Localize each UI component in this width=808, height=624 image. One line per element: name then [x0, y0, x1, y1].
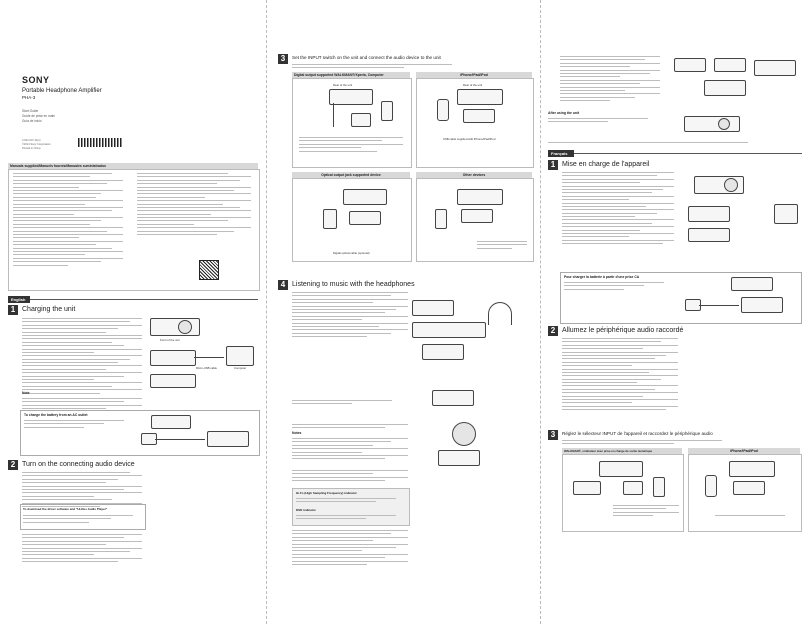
- step-3-title: Set the INPUT switch on the unit and connect the audio device to the unit: [292, 55, 441, 60]
- hires-indicator-box: [292, 488, 410, 526]
- headphones-icon: [488, 302, 512, 325]
- volume-knob-icon: [178, 320, 192, 334]
- column-steps-3-4: 3 Set the INPUT switch on the unit and connect the audio device to the unit Digital output supported WALKMAN®/Xperia, Computer iPhone/iPad/iPod Rear of the unit Rear of the unit USB cable supplied with iPhone/iPad/iPod Optical output jack supported device Other devices Digital optical cable (optional) 4 Listening to music with the headphones Notes Hi-Fs (High Sampling Frequency) indicator DSD indicator: [272, 0, 536, 624]
- other-device-header: Other devices: [416, 172, 532, 178]
- fr-step-3-number: 3: [548, 430, 558, 440]
- product-name: Portable Headphone Amplifier: [22, 88, 102, 94]
- printed-in: Printed in China: [22, 147, 41, 150]
- manuals-box: [8, 169, 260, 291]
- step-1-number: 1: [8, 305, 18, 315]
- step-4-number: 4: [278, 280, 288, 290]
- after-use-heading: After using the unit: [548, 111, 580, 115]
- ac-outlet-box: [20, 410, 260, 456]
- barcode: [78, 138, 122, 147]
- computer-illustration: [226, 346, 254, 366]
- hires-indicator-heading: Hi-Fs (High Sampling Frequency) indicator: [296, 491, 357, 495]
- column-french: [544, 0, 808, 624]
- english-section-label: English: [8, 296, 30, 303]
- fr-step-3-title: Réglez le sélecteur INPUT de l'appareil et raccordez le périphérique audio: [562, 431, 713, 436]
- guide-title-en: Start Guide: [22, 109, 39, 113]
- step-2-number: 2: [8, 460, 18, 470]
- manuals-header: Manuals supplied/Manuels fournis/Manuales suministrados: [8, 163, 258, 169]
- note-label: Note: [22, 391, 30, 395]
- qr-code: [199, 260, 219, 280]
- guide-title-fr: Guide de prise en main: [22, 114, 55, 118]
- part-code: 4-541-047-11(1): [22, 139, 41, 142]
- optical-device-header: Optical output jack supported device: [292, 172, 410, 178]
- column-cover-english: SONY Portable Headphone Amplifier PHA-3 Start Guide Guide de prise en main Guía de inicio 4-541-047-11(1) ©2014 Sony Corporation Printed in China Manuals supplied/Manuels fournis/Manuales suministrados English 1 Charging the unit Front of the unit Micro-USB cable Computer Note To charge the battery from an AC outlet 2 Turn on the connecting audio device To download the driver software and "Hi-Res Audio Player": [0, 0, 262, 624]
- driver-download-box: [20, 504, 146, 530]
- unit-rear-illustration: [150, 350, 196, 366]
- iphone-device-header: iPhone/iPad/iPod: [416, 72, 532, 78]
- guide-title-es: Guía de inicio: [22, 119, 42, 123]
- fr-step-1-title: Mise en charge de l'appareil: [562, 161, 650, 168]
- digital-device-header: Digital output supported WALKMAN®/Xperia, Computer: [292, 72, 410, 78]
- unit-front-illustration: [150, 318, 200, 336]
- fr-digital-device-header: WALKMAN®, ordinateur avec prise en charge de sortie numérique: [562, 448, 682, 454]
- fr-ac-charge-heading: Pour charger la batterie à partir d'une prise CA: [564, 275, 640, 279]
- francais-section-label: Français: [548, 150, 574, 157]
- walkman-illustration: [381, 101, 393, 121]
- computer-small-illustration: [351, 113, 371, 127]
- ac-charge-heading: To charge the battery from an AC outlet: [24, 413, 88, 417]
- driver-heading: To download the driver software and "Hi-Res Audio Player": [23, 507, 108, 511]
- copyright: ©2014 Sony Corporation: [22, 143, 51, 146]
- fr-iphone-device-header: iPhone/iPad/iPod: [688, 448, 800, 454]
- fr-ac-outlet-box: [560, 272, 802, 324]
- step-4-title: Listening to music with the headphones: [292, 281, 415, 288]
- step-3-number: 3: [278, 54, 288, 64]
- iphone-illustration: [437, 99, 449, 121]
- dsd-indicator-heading: DSD indicator: [296, 508, 316, 512]
- fr-step-1-number: 1: [548, 160, 558, 170]
- step-1-title: Charging the unit: [22, 306, 76, 313]
- model-name: PHA-3: [22, 95, 36, 100]
- brand-logo: SONY: [22, 75, 50, 85]
- notes-label: Notes: [292, 431, 302, 435]
- step-2-title: Turn on the connecting audio device: [22, 461, 135, 468]
- fr-step-2-number: 2: [548, 326, 558, 336]
- fr-step-2-title: Allumez le périphérique audio raccordé: [562, 327, 684, 334]
